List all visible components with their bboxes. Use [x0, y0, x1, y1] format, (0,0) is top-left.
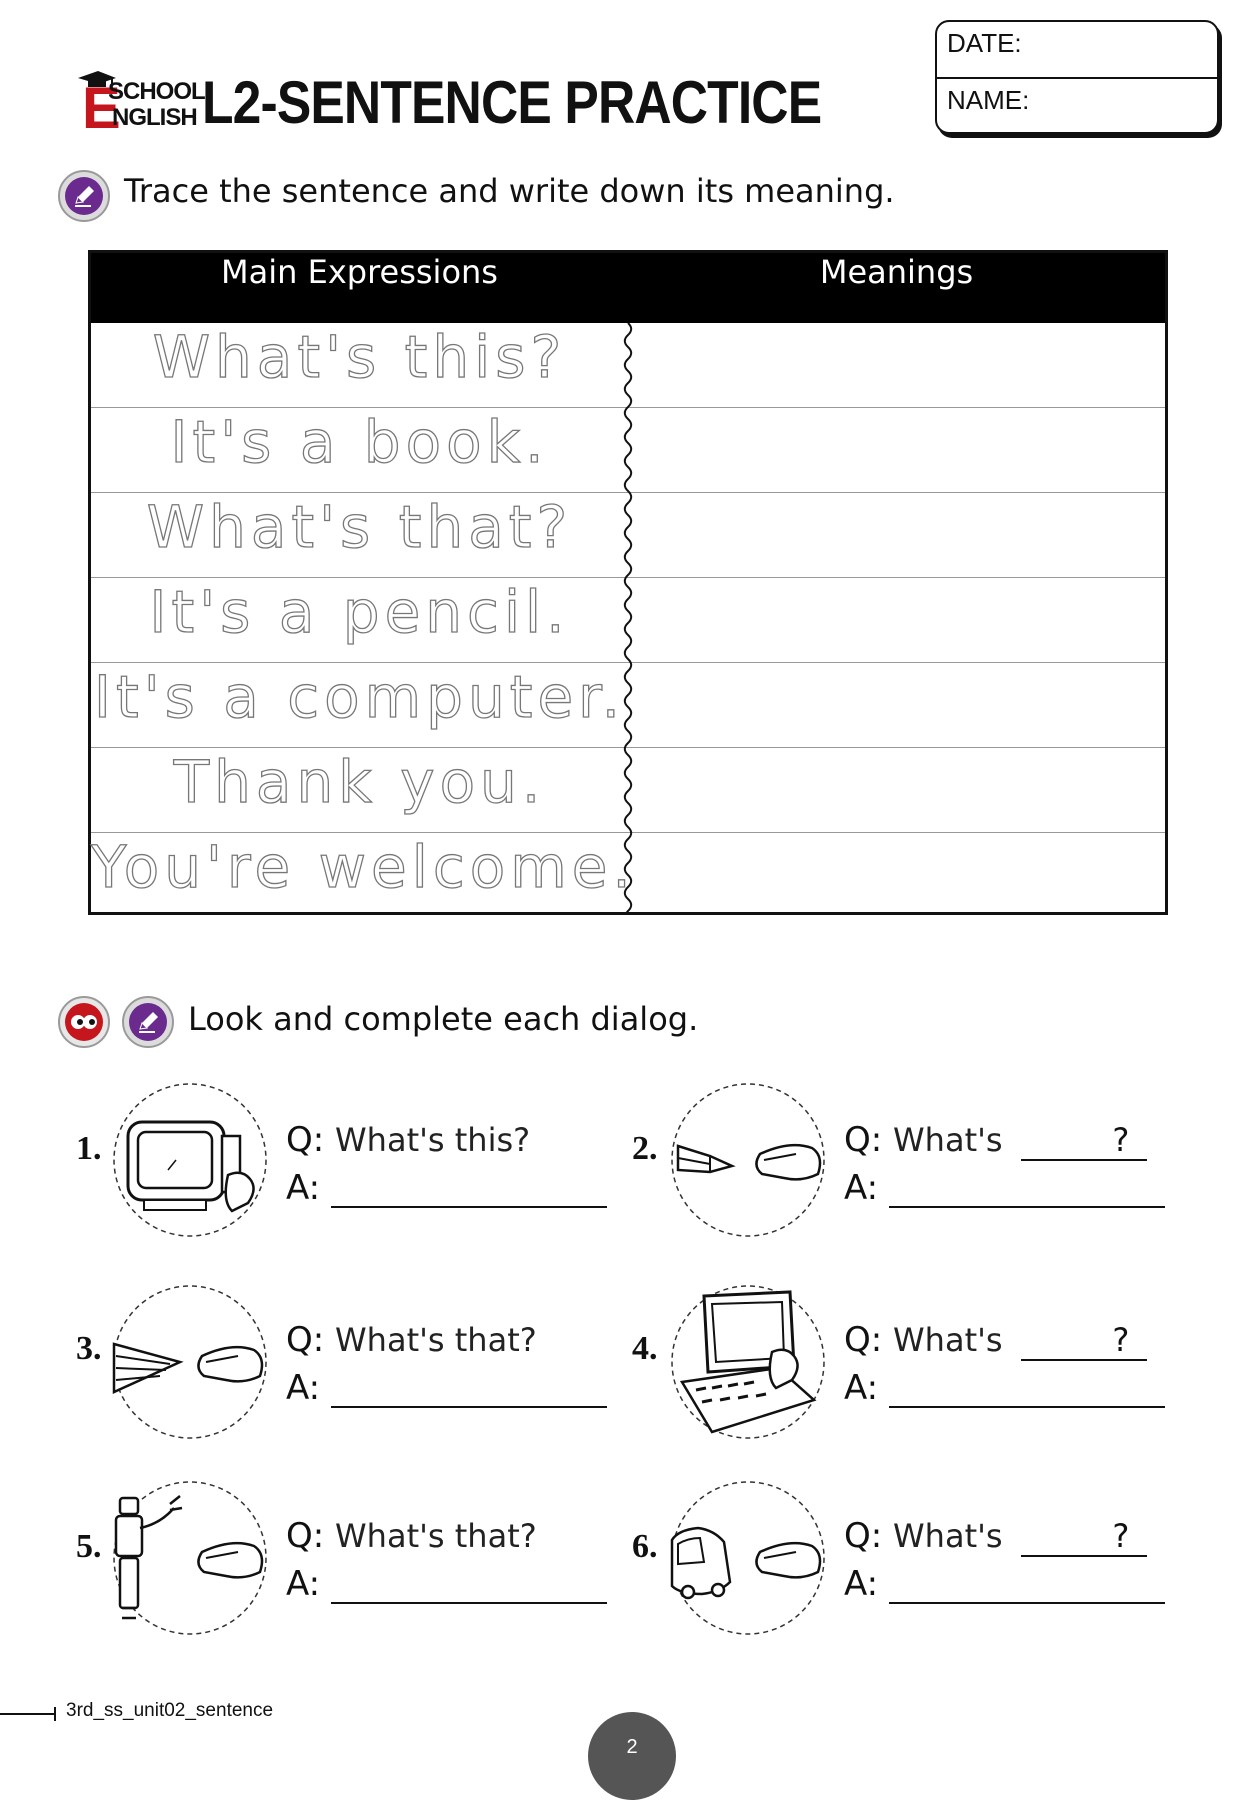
header-meanings: Meanings — [819, 253, 974, 291]
question-text: What's — [893, 1121, 1003, 1159]
trace-sentence: It's a book. — [170, 408, 549, 476]
eyes-badge — [58, 996, 110, 1048]
exercise-number: 6. — [632, 1528, 658, 1565]
exercise-number: 5. — [76, 1528, 102, 1565]
question-text: What's this? — [335, 1121, 531, 1159]
trace-sentence: Thank you. — [173, 748, 546, 816]
question-line — [286, 1516, 537, 1556]
question-blank[interactable]: ? — [1021, 1121, 1147, 1161]
question-line — [844, 1516, 1147, 1557]
q-label: Q: — [286, 1516, 325, 1556]
question-line — [844, 1120, 1147, 1161]
a-label: A: — [844, 1368, 879, 1408]
answer-blank[interactable] — [331, 1176, 607, 1208]
sandwich-icon — [110, 1282, 270, 1442]
answer-blank[interactable] — [889, 1572, 1165, 1604]
name-label: NAME: — [947, 85, 1030, 115]
answer-line — [286, 1368, 607, 1408]
question-text: What's — [893, 1517, 1003, 1555]
bus-icon — [668, 1478, 828, 1638]
logo-big-letter: E — [82, 76, 119, 141]
question-text: What's that? — [335, 1517, 537, 1555]
table-header — [91, 253, 1165, 323]
q-label: Q: — [286, 1320, 325, 1360]
header-main-expressions: Main Expressions — [221, 253, 498, 291]
exercise-number: 1. — [76, 1130, 102, 1167]
date-name-box — [935, 20, 1219, 134]
answer-blank[interactable] — [331, 1376, 607, 1408]
answer-blank[interactable] — [889, 1376, 1165, 1408]
exercise-number: 4. — [632, 1330, 658, 1367]
question-line — [844, 1320, 1147, 1361]
page-number: 2 — [588, 1712, 676, 1800]
robot-icon — [110, 1478, 270, 1638]
date-label: DATE: — [947, 28, 1022, 58]
logo-word-school: SCHOOL — [108, 78, 205, 105]
question-line — [286, 1320, 537, 1360]
trace-sentence: What's that? — [146, 493, 573, 561]
trace-sentence: It's a pencil. — [149, 578, 570, 646]
school-english-logo — [74, 70, 205, 141]
tv-icon — [110, 1080, 270, 1240]
instruction-dialog: Look and complete each dialog. — [188, 1000, 699, 1038]
trace-sentence: It's a computer. — [93, 663, 626, 731]
answer-blank[interactable] — [331, 1572, 607, 1604]
name-field[interactable] — [937, 77, 1217, 132]
q-label: Q: — [286, 1120, 325, 1160]
pencil-drawing-icon — [668, 1080, 828, 1240]
a-label: A: — [844, 1168, 879, 1208]
exercise-number: 2. — [632, 1130, 658, 1167]
footer-tick — [54, 1707, 56, 1721]
pencil-icon — [135, 1009, 161, 1035]
answer-line — [844, 1168, 1165, 1208]
question-text: What's — [893, 1321, 1003, 1359]
date-field[interactable] — [937, 22, 1217, 77]
wavy-divider — [617, 323, 639, 915]
expressions-table — [88, 250, 1168, 915]
logo-word-english: NGLISH — [112, 104, 197, 131]
footer-rule — [0, 1713, 56, 1715]
question-blank[interactable]: ? — [1021, 1321, 1147, 1361]
answer-line — [844, 1368, 1165, 1408]
trace-sentence: You're welcome. — [91, 833, 636, 901]
pencil-icon — [71, 183, 97, 209]
answer-line — [286, 1564, 607, 1604]
question-blank[interactable]: ? — [1021, 1517, 1147, 1557]
a-label: A: — [286, 1168, 321, 1208]
trace-sentence: What's this? — [152, 323, 567, 391]
a-label: A: — [286, 1564, 321, 1604]
pencil-badge-2 — [122, 996, 174, 1048]
pencil-badge — [58, 170, 110, 222]
footer-file-label: 3rd_ss_unit02_sentence — [66, 1700, 274, 1721]
question-text: What's that? — [335, 1321, 537, 1359]
computer-icon — [668, 1282, 828, 1442]
a-label: A: — [844, 1564, 879, 1604]
q-label: Q: — [844, 1120, 883, 1160]
answer-blank[interactable] — [889, 1176, 1165, 1208]
instruction-trace: Trace the sentence and write down its meaning. — [124, 172, 895, 210]
exercise-number: 3. — [76, 1330, 102, 1367]
answer-line — [844, 1564, 1165, 1604]
q-label: Q: — [844, 1516, 883, 1556]
answer-line — [286, 1168, 607, 1208]
eyes-icon — [69, 1012, 99, 1032]
a-label: A: — [286, 1368, 321, 1408]
q-label: Q: — [844, 1320, 883, 1360]
question-line — [286, 1120, 530, 1160]
page-title: L2-SENTENCE PRACTICE — [202, 69, 822, 136]
